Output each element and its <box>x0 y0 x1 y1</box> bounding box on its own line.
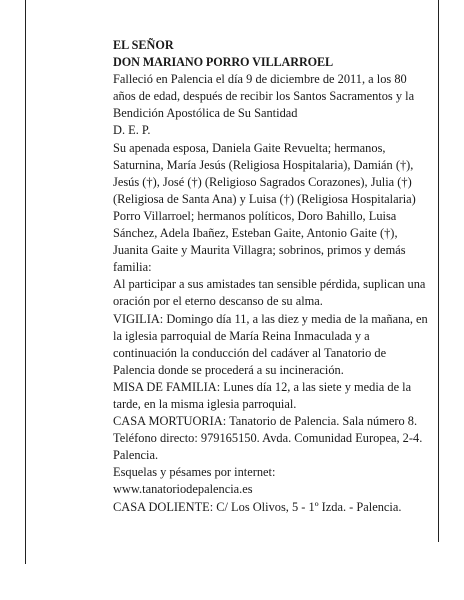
death-announcement: Falleció en Palencia el día 9 de diciembre de 2011, a los 80 años de edad, después de recibir los Santos Sacramentos y la Bendición Apostólica de Su Santidad <box>113 72 415 121</box>
right-border-rule <box>438 0 439 542</box>
family-paragraph: Su apenada esposa, Daniela Gaite Revuelta; hermanos, Saturnina, María Jesús (Religiosa Hospitalaria), Damián (†), Jesús (†), José (†) (Religioso Sagrados Corazones), Julia (†) (Religiosa de Santa Ana) y Luisa (†) (Religiosa Hospitalaria) Porro Villarroel; hermanos políticos, Doro Bahillo, Luisa Sánchez, Adela Ibañez, Esteban Gaite, Antonio Gaite (†), Juanita Gaite y Maurita Villagra; sobrinos, primos y demás familia: <box>113 140 416 275</box>
vigil-info: VIGILIA: Domingo día 11, a las diez y media de la mañana, en la iglesia parroquial de María Reina Inmaculada y a continuación la conducción del cadáver al Tanatorio de Palencia donde se procederá a su incineración. <box>113 311 428 377</box>
family-mass-info: MISA DE FAMILIA: Lunes día 12, a las siete y media de la tarde, en la misma iglesia parroquial. <box>113 379 412 411</box>
website-text: www.tanatoriodepalencia.es <box>113 482 253 497</box>
prayer-request: Al participar a sus amistades tan sensible pérdida, suplican una oración por el eterno descanso de su alma. <box>113 277 426 309</box>
heading-title: EL SEÑOR <box>113 38 174 52</box>
deceased-name: DON MARIANO PORRO VILLARROEL <box>113 55 334 70</box>
obituary-text <box>113 37 431 516</box>
funeral-home-info: CASA MORTUORIA: Tanatorio de Palencia. Sala número 8. Teléfono directo: 979165150. Avda. Comunidad Europea, 2-4. Palencia. <box>113 414 423 463</box>
rip-line: D. E. P. <box>113 123 151 138</box>
online-condolences-label: Esquelas y pésames por internet: <box>113 465 276 480</box>
mourning-home-info: CASA DOLIENTE: C/ Los Olivos, 5 - 1º Izda. - Palencia. <box>113 499 402 514</box>
left-border-rule <box>25 0 26 564</box>
